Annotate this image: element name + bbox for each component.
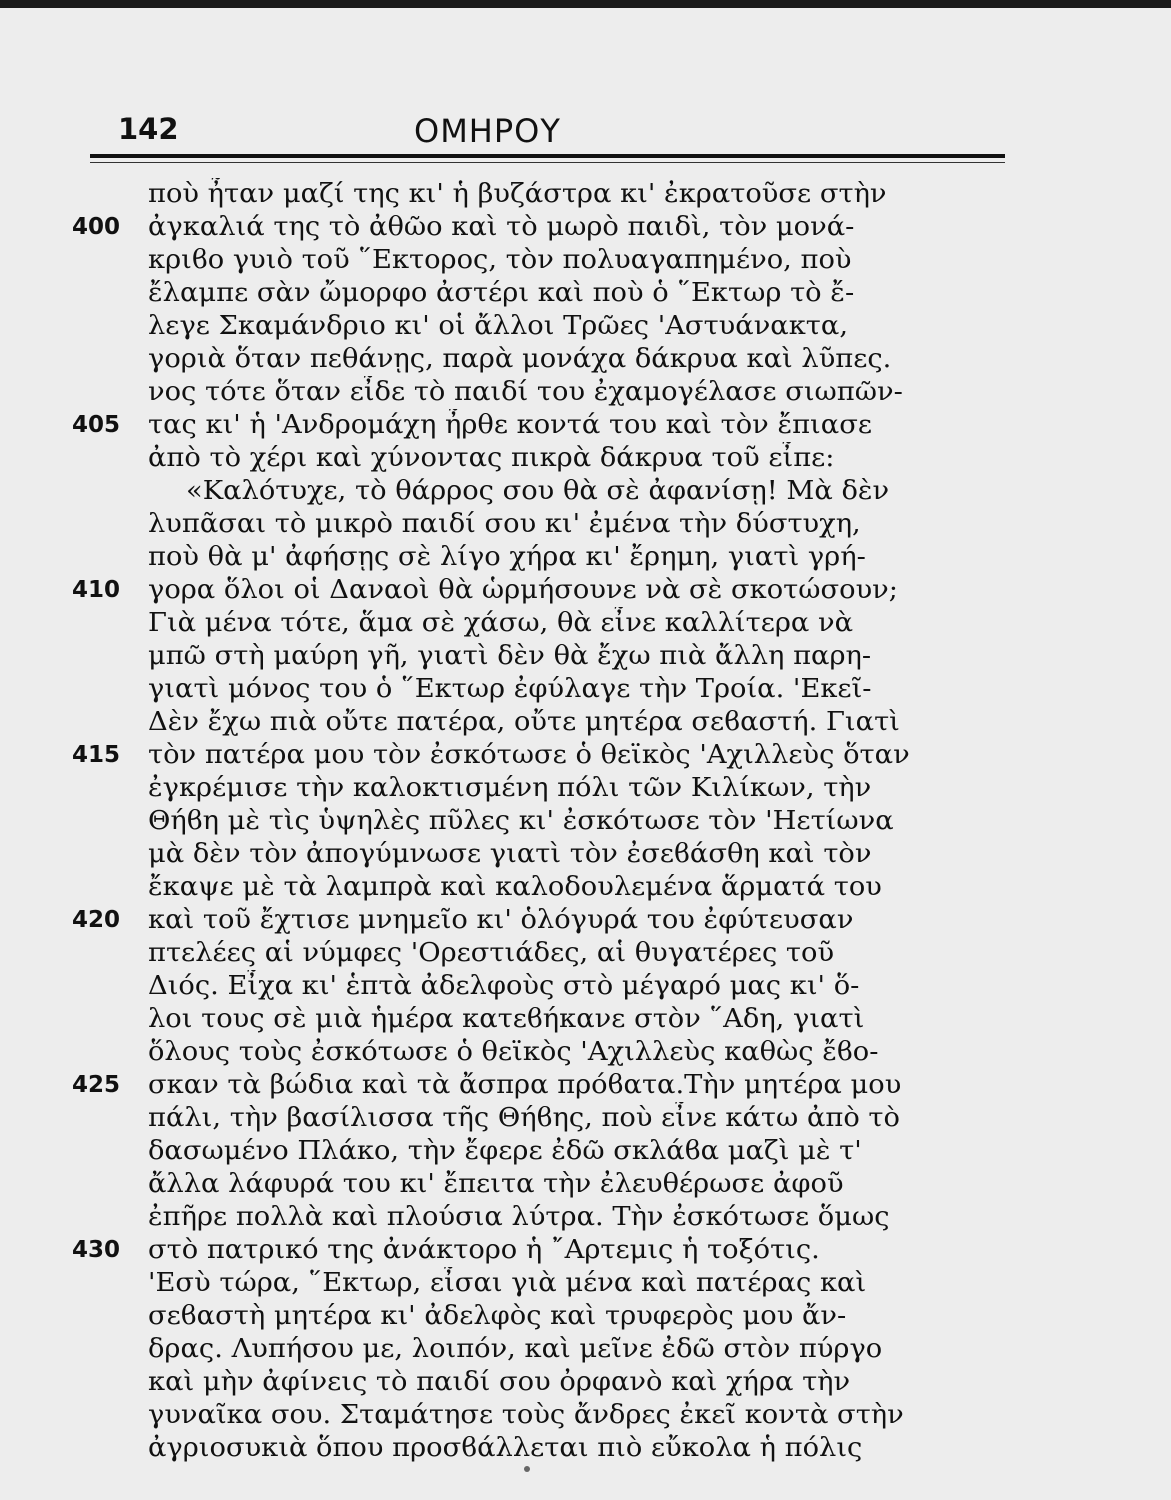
text-line: πάλι, τὴν βασίλισσα τῆς Θήϐης, ποὺ εἶνε κάτω ἀπὸ τὸ xyxy=(148,1103,900,1133)
page-number: 142 xyxy=(118,112,179,146)
text-line: λοι τους σὲ μιὰ ἡμέρα κατεϐήκανε στὸν ῞Αδη, γιατὶ xyxy=(148,1004,865,1034)
text-line: ἀπὸ τὸ χέρι καὶ χύνοντας πικρὰ δάκρυα τοῦ εἶπε: xyxy=(148,443,835,473)
text-line: σκαν τὰ βώδια καὶ τὰ ἄσπρα πρόϐατα.Τὴν μητέρα μου xyxy=(148,1070,902,1100)
text-line: ἐπῆρε πολλὰ καὶ πλούσια λύτρα. Τὴν ἐσκότωσε ὅμως xyxy=(148,1202,890,1232)
text-line: ἀγριοσυκιὰ ὅπου προσϐάλλεται πιὸ εὔκολα ἡ πόλις xyxy=(148,1433,863,1463)
text-line: Διός. Εἶχα κι' ἑπτὰ ἀδελφοὺς στὸ μέγαρό μας κι' ὅ- xyxy=(148,971,860,1001)
verse-number: 405 xyxy=(72,412,121,438)
text-line: ἐγκρέμισε τὴν καλοκτισμένη πόλι τῶν Κιλίκων, τὴν xyxy=(148,773,872,803)
text-line: 'Εσὺ τώρα, ῞Εκτωρ, εἶσαι γιὰ μένα καὶ πατέρας καὶ xyxy=(148,1268,867,1298)
text-line: κριϐο γυιὸ τοῦ ῞Εκτορος, τὸν πολυαγαπημένο, ποὺ xyxy=(148,245,852,275)
text-line: σεϐαστὴ μητέρα κι' ἀδελφὸς καὶ τρυφερὸς μου ἄν- xyxy=(148,1301,847,1331)
text-line: μπῶ στὴ μαύρη γῆ, γιατὶ δὲν θὰ ἔχω πιὰ ἄλλη παρη- xyxy=(148,641,872,671)
verse-number: 415 xyxy=(72,742,121,768)
text-line: μὰ δὲν τὸν ἀπογύμνωσε γιατὶ τὸν ἐσεϐάσθη καὶ τὸν xyxy=(148,839,872,869)
text-line: γυναῖκα σου. Σταμάτησε τοὺς ἄνδρες ἐκεῖ κοντὰ στὴν xyxy=(148,1400,904,1430)
text-line: ἔλαμπε σὰν ὤμορφο ἀστέρι καὶ ποὺ ὁ ῞Εκτωρ τὸ ἔ- xyxy=(148,278,855,308)
text-line: νος τότε ὅταν εἶδε τὸ παιδί του ἐχαμογέλασε σιωπῶν- xyxy=(148,377,903,407)
verse-number: 420 xyxy=(72,907,121,933)
text-line: στὸ πατρικό της ἀνάκτορο ἡ ῎Αρτεμις ἡ τοξότις. xyxy=(148,1235,820,1265)
text-line: ποὺ θὰ μ' ἀφήσῃς σὲ λίγο χήρα κι' ἔρημη, γιατὶ γρή- xyxy=(148,542,866,572)
verse-number: 430 xyxy=(72,1237,121,1263)
text-line: καὶ τοῦ ἔχτισε μνημεῖο κι' ὁλόγυρά του ἐφύτευσαν xyxy=(148,905,854,935)
text-line: Γιὰ μένα τότε, ἅμα σὲ χάσω, θὰ εἶνε καλλίτερα νὰ xyxy=(148,608,854,638)
text-line: λυπᾶσαι τὸ μικρὸ παιδί σου κι' ἐμένα τὴν δύστυχη, xyxy=(148,509,861,539)
text-line: «Καλότυχε, τὸ θάρρος σου θὰ σὲ ἀφανίσῃ! Μὰ δὲν xyxy=(186,476,890,506)
text-line: λεγε Σκαμάνδριο κι' οἱ ἄλλοι Τρῶες 'Αστυάνακτα, xyxy=(148,311,849,341)
text-line: δρας. Λυπήσου με, λοιπόν, καὶ μεῖνε ἐδῶ στὸν πύργο xyxy=(148,1334,883,1364)
text-line: καὶ μὴν ἀφίνεις τὸ παιδί σου ὀρφανὸ καὶ χήρα τὴν xyxy=(148,1367,851,1397)
text-line: γοριὰ ὅταν πεθάνῃς, παρὰ μονάχα δάκρυα καὶ λῦπες. xyxy=(148,344,892,374)
scan-top-border xyxy=(0,0,1171,8)
text-line: ἄλλα λάφυρά του κι' ἔπειτα τὴν ἐλευθέρωσε ἀφοῦ xyxy=(148,1169,844,1199)
header-rule-thick xyxy=(90,154,1005,158)
text-line: ἔκαψε μὲ τὰ λαμπρὰ καὶ καλοδουλεμένα ἅρματά του xyxy=(148,872,882,902)
text-line: ἀγκαλιά της τὸ ἀθῶο καὶ τὸ μωρὸ παιδὶ, τὸν μονά- xyxy=(148,212,855,242)
text-line: πτελέες αἱ νύμφες 'Ορεστιάδες, αἱ θυγατέρες τοῦ xyxy=(148,938,835,968)
running-title: ΟΜΗΡΟΥ xyxy=(414,112,561,150)
verse-number: 425 xyxy=(72,1072,121,1098)
text-line: ποὺ ἦταν μαζί της κι' ἡ βυζάστρα κι' ἐκρατοῦσε στὴν xyxy=(148,179,887,209)
text-line: γιατὶ μόνος του ὁ ῞Εκτωρ ἐφύλαγε τὴν Τροία. 'Εκεῖ- xyxy=(148,674,872,704)
text-line: δασωμένο Πλάκο, τὴν ἔφερε ἐδῶ σκλάϐα μαζὶ μὲ τ' xyxy=(148,1136,862,1166)
ink-speck xyxy=(524,1466,530,1472)
verse-number: 400 xyxy=(72,214,121,240)
text-line: Θήϐη μὲ τὶς ὑψηλὲς πῦλες κι' ἐσκότωσε τὸν 'Ηετίωνα xyxy=(148,806,894,836)
text-line: τὸν πατέρα μου τὸν ἐσκότωσε ὁ θεϊκὸς 'Αχιλλεὺς ὅταν xyxy=(148,740,910,770)
verse-number: 410 xyxy=(72,577,121,603)
text-line: ὅλους τοὺς ἐσκότωσε ὁ θεϊκὸς 'Αχιλλεὺς καθὼς ἔϐο- xyxy=(148,1037,879,1067)
header-rule-thin xyxy=(90,162,1005,163)
text-line: γορα ὅλοι οἱ Δαναοὶ θὰ ὡρμήσουνε νὰ σὲ σκοτώσουν; xyxy=(148,575,898,605)
text-line: Δὲν ἔχω πιὰ οὔτε πατέρα, οὔτε μητέρα σεϐαστή. Γιατὶ xyxy=(148,707,900,737)
text-line: τας κι' ἡ 'Ανδρομάχη ἦρθε κοντά του καὶ τὸν ἔπιασε xyxy=(148,410,872,440)
page-header xyxy=(118,108,1008,158)
